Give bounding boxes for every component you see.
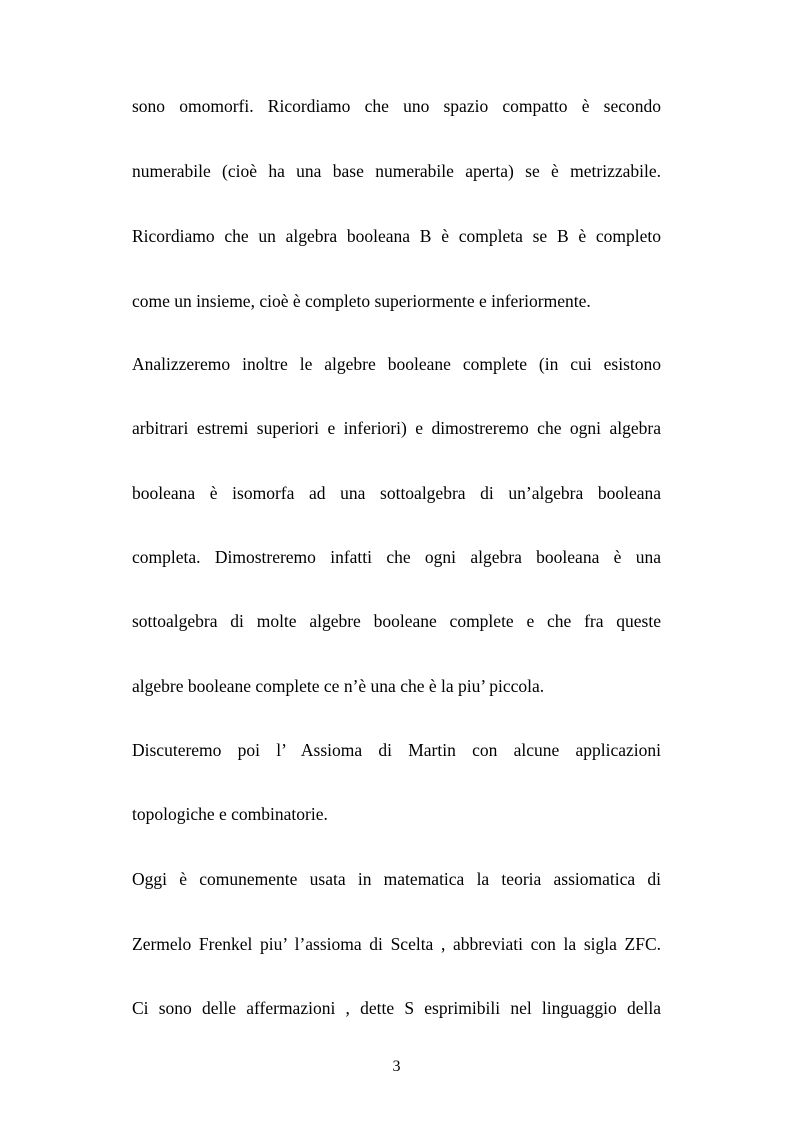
text-line-11: Discuteremo poi l’ Assioma di Martin con alcune applicazioni — [132, 740, 661, 760]
text-line-5: Analizzeremo inoltre le algebre booleane complete (in cui esistono — [132, 354, 661, 374]
text-line-12: topologiche e combinatorie. — [132, 804, 328, 824]
text-line-7: booleana è isomorfa ad una sottoalgebra di un’algebra booleana — [132, 483, 661, 503]
text-line-13: Oggi è comunemente usata in matematica la teoria assiomatica di — [132, 869, 661, 889]
text-line-3: Ricordiamo che un algebra booleana B è completa se B è completo — [132, 226, 661, 246]
text-line-4: come un insieme, cioè è completo superiormente e inferiormente. — [132, 291, 591, 311]
page-number: 3 — [392, 1058, 401, 1075]
text-line-8: completa. Dimostreremo infatti che ogni algebra booleana è una — [132, 547, 661, 567]
text-line-14: Zermelo Frenkel piu’ l’assioma di Scelta , abbreviati con la sigla ZFC. — [132, 934, 661, 954]
text-line-15: Ci sono delle affermazioni , dette S esprimibili nel linguaggio della — [132, 998, 661, 1018]
text-line-9: sottoalgebra di molte algebre booleane complete e che fra queste — [132, 611, 661, 631]
text-line-1: sono omomorfi. Ricordiamo che uno spazio compatto è secondo — [132, 96, 661, 116]
text-line-6: arbitrari estremi superiori e inferiori) e dimostreremo che ogni algebra — [132, 418, 661, 438]
text-line-2: numerabile (cioè ha una base numerabile aperta) se è metrizzabile. — [132, 161, 661, 181]
text-line-10: algebre booleane complete ce n’è una che è la piu’ piccola. — [132, 676, 545, 696]
